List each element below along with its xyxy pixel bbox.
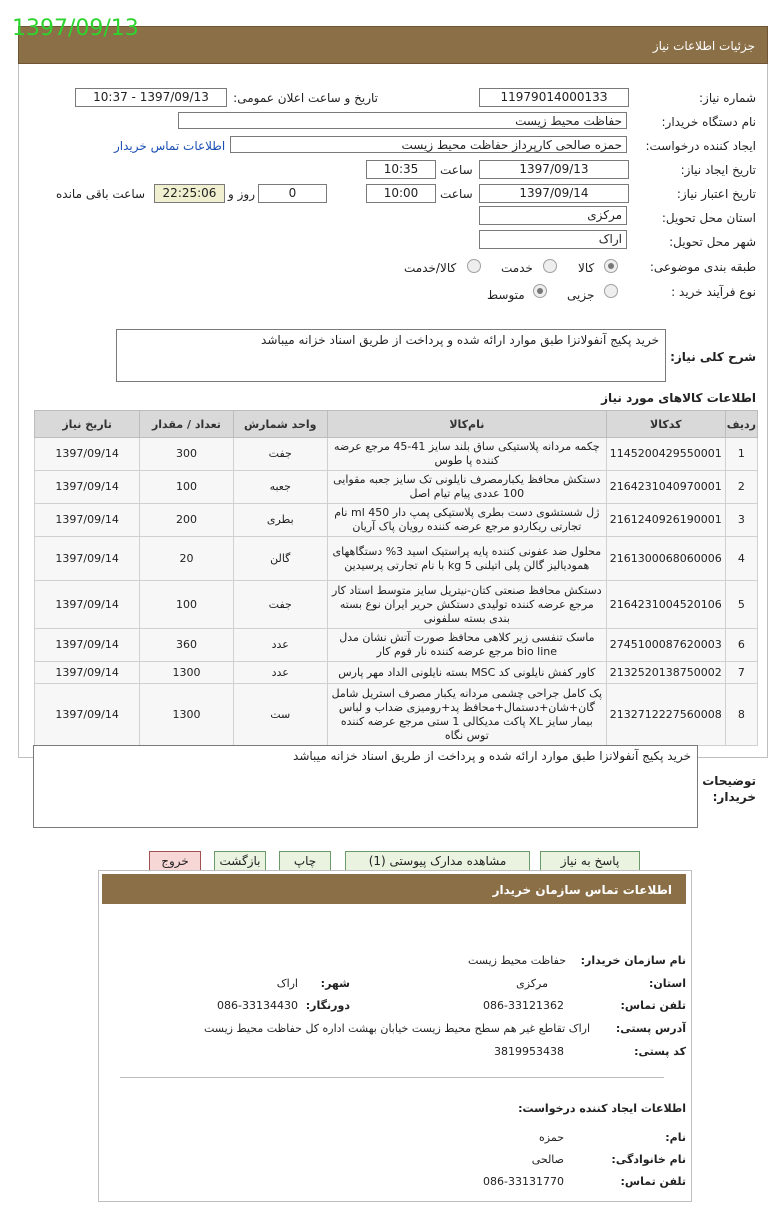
buyer-contact-link[interactable]: اطلاعات تماس خریدار — [114, 139, 226, 153]
contact-panel — [98, 870, 692, 1202]
province-field: مرکزی — [479, 206, 627, 225]
contact-province-value: مرکزی — [516, 977, 548, 990]
cell-date: 1397/09/14 — [35, 504, 140, 537]
created-time-field: 10:35 — [366, 160, 436, 179]
radio-partial[interactable] — [604, 284, 618, 298]
table-header-row — [35, 411, 758, 438]
cell-row: 6 — [725, 629, 757, 662]
cell-row: 1 — [725, 438, 757, 471]
proc-partial-label: جزیی — [567, 288, 595, 302]
cell-unit: گالن — [233, 537, 327, 581]
cat-service-label: خدمت — [501, 261, 533, 275]
city-label: شهر محل تحویل: — [669, 235, 756, 249]
date-stamp: 1397/09/13 — [12, 16, 139, 41]
header-title: جزئیات اطلاعات نیاز — [652, 39, 755, 53]
created-date-field: 1397/09/13 — [479, 160, 629, 179]
table-row — [35, 537, 758, 581]
cell-code: 2164231004520106 — [606, 581, 725, 629]
announce-field: 1397/09/13 - 10:37 — [75, 88, 227, 107]
cell-qty: 100 — [140, 471, 233, 504]
creator-phone-label: تلفن تماس: — [620, 1175, 686, 1188]
col-qty-header: تعداد / مقدار — [140, 411, 233, 438]
print-button[interactable]: چاپ — [279, 851, 331, 871]
cell-code: 2132520138750002 — [606, 662, 725, 684]
contact-title: اطلاعات تماس سازمان خریدار — [492, 883, 672, 897]
cell-qty: 1300 — [140, 684, 233, 746]
cell-row: 3 — [725, 504, 757, 537]
table-row — [35, 438, 758, 471]
buyer-notes-textarea[interactable]: خرید پکیج آنفولانزا طبق موارد ارائه شده و پرداخت از طریق اسناد خزانه میباشد — [33, 745, 698, 828]
cell-date: 1397/09/14 — [35, 581, 140, 629]
radio-service[interactable] — [543, 259, 557, 273]
col-name-header: نام‌کالا — [327, 411, 606, 438]
cell-name: دستکش محافظ صنعتی کتان-نیتریل سایز متوسط استاد کار مرجع عرضه کننده تولیدی دستکش حریر ایران نوع بسته بندی بسته سلفونی — [327, 581, 606, 629]
need-number-label: شماره نیاز: — [699, 91, 756, 105]
col-code-header: کدکالا — [606, 411, 725, 438]
contact-phone-label: تلفن تماس: — [620, 999, 686, 1012]
contact-address-value: اراک تقاطع غیر هم سطح محیط زیست خیابان بهشت اداره کل حفاظت محیط زیست — [203, 1022, 590, 1035]
process-label: نوع فرآیند خرید : — [671, 285, 756, 299]
cell-name: ژل شستشوی دست بطری پلاستیکی پمپ دار 450 ml نام تجارتی ریکاردو مرجع عرضه کننده رویان پاک آریان — [327, 504, 606, 537]
radio-goods[interactable] — [604, 259, 618, 273]
table-row — [35, 629, 758, 662]
radio-both[interactable] — [467, 259, 481, 273]
table-row — [35, 471, 758, 504]
contact-phone-value: 086-33121362 — [483, 999, 564, 1012]
creator-name-value: حمزه — [539, 1131, 564, 1144]
cell-name: پک کامل جراحی چشمی مردانه یکبار مصرف استریل شامل گان+شان+دستمال+محافظ پد+رومیزی ضداب و لباس بیمار سایز XL پاکت مدیکالی 1 ستی مرجع عرضه کننده توس نگاه — [327, 684, 606, 746]
cell-code: 2161240926190001 — [606, 504, 725, 537]
cell-date: 1397/09/14 — [35, 629, 140, 662]
cell-qty: 300 — [140, 438, 233, 471]
attachments-button[interactable]: مشاهده مدارک پیوستی (1) — [345, 851, 530, 871]
cell-qty: 360 — [140, 629, 233, 662]
cell-qty: 100 — [140, 581, 233, 629]
table-row — [35, 684, 758, 746]
buyer-field: حفاظت محیط زیست — [178, 112, 627, 129]
cell-unit: عدد — [233, 662, 327, 684]
buyer-notes-label: توضیحات خریدار: — [702, 774, 756, 804]
back-button[interactable]: بازگشت — [214, 851, 266, 871]
cell-date: 1397/09/14 — [35, 662, 140, 684]
need-number-field — [479, 88, 629, 107]
days-label: روز و — [228, 187, 255, 201]
cell-date: 1397/09/14 — [35, 438, 140, 471]
summary-textarea[interactable]: خرید پکیج آنفولانزا طبق موارد ارائه شده و پرداخت از طریق اسناد خزانه میباشد — [116, 329, 666, 382]
cell-name: ماسک تنفسی زیر کلاهی محافظ صورت آتش نشان مدل bio line مرجع عرضه کننده نار فوم کار — [327, 629, 606, 662]
contact-fax-label: دورنگار: — [305, 999, 350, 1012]
cell-code: 1145200429550001 — [606, 438, 725, 471]
cell-name: کاور کفش نایلونی کد MSC بسته نایلونی الداد مهر پارس — [327, 662, 606, 684]
cell-row: 8 — [725, 684, 757, 746]
contact-postal-label: کد پستی: — [634, 1045, 686, 1058]
col-row-header: ردیف — [725, 411, 757, 438]
contact-org-value: حفاظت محیط زیست — [467, 954, 566, 967]
cell-date: 1397/09/14 — [35, 471, 140, 504]
cell-qty: 200 — [140, 504, 233, 537]
contact-address-label: آدرس پستی: — [615, 1022, 686, 1035]
creator-field: حمزه صالحی کارپرداز حفاظت محیط زیست — [230, 136, 627, 153]
contact-divider — [120, 1077, 664, 1078]
cell-unit: بطری — [233, 504, 327, 537]
remaining-time-field: 22:25:06 — [154, 184, 225, 203]
col-unit-header: واحد شمارش — [233, 411, 327, 438]
exit-button[interactable]: خروج — [149, 851, 201, 871]
city-field: اراک — [479, 230, 627, 249]
items-title: اطلاعات کالاهای مورد نیاز — [601, 391, 756, 405]
radio-medium[interactable] — [533, 284, 547, 298]
cell-row: 2 — [725, 471, 757, 504]
proc-medium-label: متوسط — [487, 288, 525, 302]
table-row — [35, 662, 758, 684]
cell-unit: جفت — [233, 581, 327, 629]
creator-phone-value: 086-33131770 — [483, 1175, 564, 1188]
validity-time-field: 10:00 — [366, 184, 436, 203]
cell-unit: جعبه — [233, 471, 327, 504]
cell-unit: جفت — [233, 438, 327, 471]
created-date-label: تاریخ ایجاد نیاز: — [680, 163, 756, 177]
contact-city-label: شهر: — [320, 977, 350, 990]
announce-label: تاریخ و ساعت اعلان عمومی: — [233, 91, 378, 105]
cell-row: 7 — [725, 662, 757, 684]
cell-unit: عدد — [233, 629, 327, 662]
contact-province-label: استان: — [649, 977, 686, 990]
creator-section-title: اطلاعات ایجاد کننده درخواست: — [518, 1102, 686, 1115]
need-number-value: 1197901400013З — [500, 90, 608, 104]
remaining-label: ساعت باقی مانده — [56, 187, 146, 201]
table-row — [35, 581, 758, 629]
category-label: طبقه بندی موضوعی: — [649, 260, 756, 274]
contact-org-label: نام سازمان خریدار: — [580, 954, 686, 967]
created-time-label: ساعت — [440, 163, 473, 177]
contact-city-value: اراک — [276, 977, 298, 990]
creator-family-value: صالحی — [531, 1153, 564, 1166]
validity-date-field: 1397/09/14 — [479, 184, 629, 203]
cell-code: 2164231040970001 — [606, 471, 725, 504]
cell-code: 2132712227560008 — [606, 684, 725, 746]
cell-code: 2745100087620003 — [606, 629, 725, 662]
creator-name-label: نام: — [665, 1131, 686, 1144]
cat-both-label: کالا/خدمت — [404, 261, 457, 275]
cell-name: دستکش محافظ یکبارمصرف نایلونی تک سایز جعبه مقوایی 100 عددی پیام تیام اصل — [327, 471, 606, 504]
cell-row: 5 — [725, 581, 757, 629]
summary-label: شرح کلی نیاز: — [670, 350, 756, 364]
validity-time-label: ساعت — [440, 187, 473, 201]
validity-label: تاریخ اعتبار نیاز: — [676, 187, 756, 201]
cell-name: چکمه مردانه پلاستیکی ساق بلند سایز 41-45 مرجع عرضه کننده پا طوس — [327, 438, 606, 471]
cell-date: 1397/09/14 — [35, 684, 140, 746]
col-date-header: تاریخ نیاز — [35, 411, 140, 438]
province-label: استان محل تحویل: — [661, 211, 756, 225]
items-table — [34, 410, 758, 746]
reply-button[interactable]: پاسخ به نیاز — [540, 851, 640, 871]
table-row — [35, 504, 758, 537]
cell-qty: 20 — [140, 537, 233, 581]
cell-qty: 1300 — [140, 662, 233, 684]
contact-postal-value: 3819953438 — [494, 1045, 564, 1058]
days-field: 0 — [258, 184, 327, 203]
creator-label: ایجاد کننده درخواست: — [645, 139, 756, 153]
cell-code: 2161300068060006 — [606, 537, 725, 581]
contact-fax-value: 086-33134430 — [217, 999, 298, 1012]
buyer-label: نام دستگاه خریدار: — [661, 115, 756, 129]
contact-header — [102, 874, 686, 904]
creator-family-label: نام خانوادگی: — [611, 1153, 686, 1166]
cell-name: محلول ضد عفونی کننده پایه پراستیک اسید 3% دستگاههای همودیالیز گالن پلی اتیلنی 5 kg با نام تجارتی پرسیدین — [327, 537, 606, 581]
cell-date: 1397/09/14 — [35, 537, 140, 581]
cell-unit: ست — [233, 684, 327, 746]
cat-goods-label: کالا — [578, 261, 595, 275]
cell-row: 4 — [725, 537, 757, 581]
